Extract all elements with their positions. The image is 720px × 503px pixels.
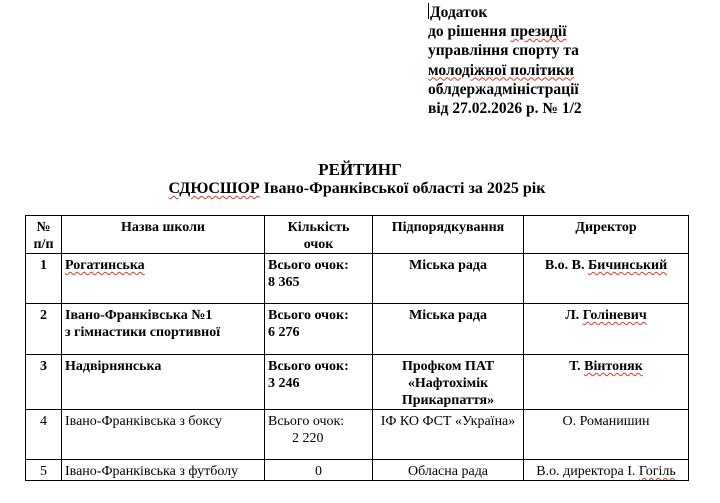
appendix-line-2: до рішення президії (428, 23, 567, 41)
row-subordination: ІФ КО ФСТ «Україна» (373, 410, 524, 460)
text-cursor (428, 3, 429, 19)
table-row (26, 355, 689, 410)
row-points: Всього очок: 3 246 (265, 355, 373, 410)
spellcheck-word: Бичинський (588, 258, 668, 273)
header-points: Кількість очок (265, 216, 373, 254)
row-director: В.о. В. Бичинський (524, 254, 689, 304)
row-school: Рогатинська (62, 254, 265, 304)
row-subordination: Обласна рада (373, 460, 524, 481)
table-row (26, 304, 689, 355)
appendix-line-5: облдержадміністрації (428, 80, 579, 98)
rating-table (25, 215, 689, 481)
spellcheck-word: президії (510, 23, 567, 41)
row-school: Івано-Франківська з боксу (62, 410, 265, 460)
row-points: 0 (265, 460, 373, 481)
row-director: В.о. директора І. Гогіль (524, 460, 689, 481)
header-school: Назва школи (62, 216, 265, 254)
appendix-line-6: від 27.02.2026 р. № 1/2 (428, 100, 582, 118)
appendix-line-1: Додаток (430, 4, 488, 21)
table-row (26, 410, 689, 460)
row-num: 3 (26, 355, 62, 410)
header-subordination: Підпорядкування (373, 216, 524, 254)
row-num: 2 (26, 304, 62, 355)
header-director: Директор (524, 216, 689, 254)
row-school: Івано-Франківська №1 з гімнастики спортивної (62, 304, 265, 355)
spellcheck-word: СДЮСШОР (168, 180, 260, 197)
row-director: Т. Вінтоняк (524, 355, 689, 410)
table-row (26, 460, 689, 481)
header-num: № п/п (26, 216, 62, 254)
appendix-line-4: молодіжної політики (428, 61, 575, 79)
row-points: Всього очок: 8 365 (265, 254, 373, 304)
spellcheck-word: Вінтоняк (584, 359, 643, 374)
row-director: О. Романишин (524, 410, 689, 460)
row-school: Івано-Франківська з футболу (62, 460, 265, 481)
row-num: 5 (26, 460, 62, 481)
row-num: 4 (26, 410, 62, 460)
row-subordination: Міська рада (373, 304, 524, 355)
row-num: 1 (26, 254, 62, 304)
row-points: Всього очок: 6 276 (265, 304, 373, 355)
appendix-block (428, 3, 582, 118)
appendix-line-3: управління спорту та (428, 42, 579, 60)
spellcheck-word: Гогіль (638, 464, 676, 479)
table-row (26, 254, 689, 304)
spellcheck-word: Голіневич (582, 308, 647, 323)
row-school: Надвірнянська (62, 355, 265, 410)
table-header-row (26, 216, 689, 254)
row-subordination: Міська рада (373, 254, 524, 304)
document-title: РЕЙТИНГ (318, 160, 402, 179)
row-subordination: Профком ПАТ «Нафтохімік Прикарпаття» (373, 355, 524, 410)
document-subtitle: СДЮСШОР Івано-Франківської області за 2025 рік (168, 180, 546, 197)
row-director: Л. Голіневич (524, 304, 689, 355)
row-points: Всього очок: 2 220 (265, 410, 373, 460)
